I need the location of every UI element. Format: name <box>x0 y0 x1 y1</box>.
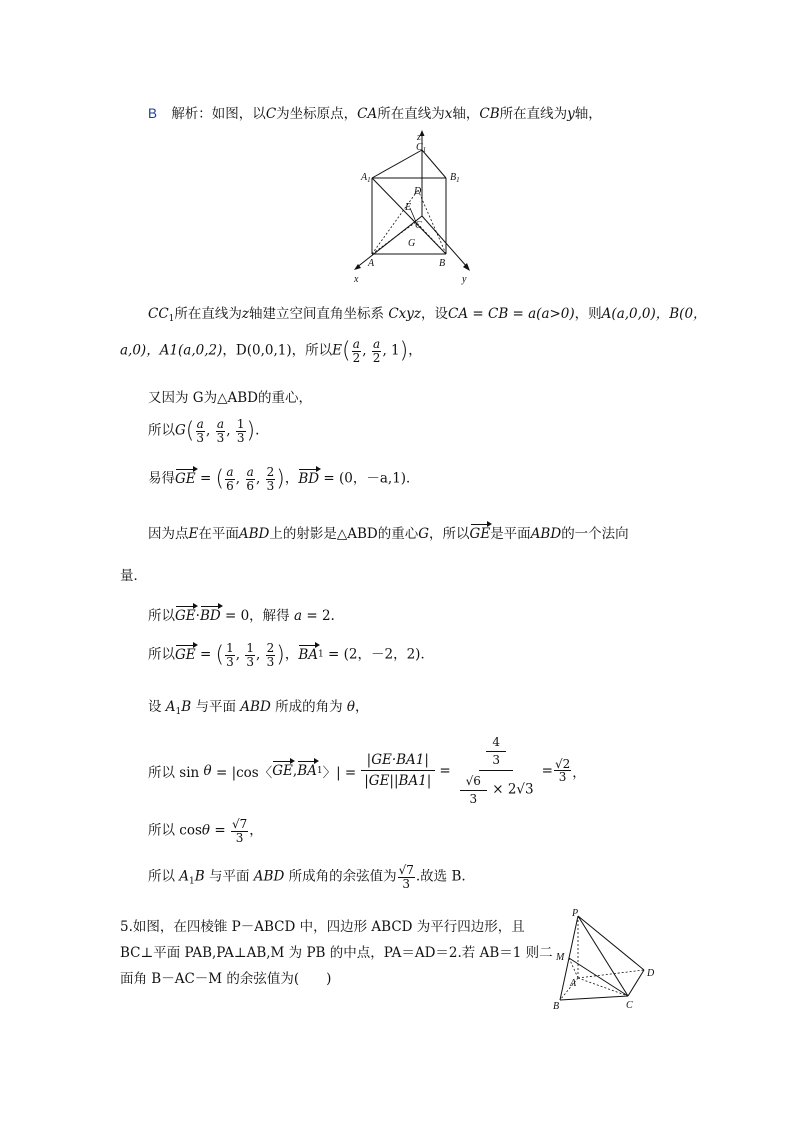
answer-c: C <box>265 106 277 122</box>
answer-cb: CB <box>479 106 500 122</box>
para1-eq: CA = CB = a(a>0) <box>448 306 575 322</box>
label-c1: $C_1$ <box>416 142 427 154</box>
answer-line <box>148 102 602 122</box>
answer-letter: B <box>148 106 158 121</box>
answer-ca: CA <box>357 106 378 122</box>
svg-text:M: M <box>556 952 565 963</box>
line9: 所以GE = ( $\frac{1}{3}$ , $\frac{1}{3}$ , $\frac{2}{3}$ )，BA1 = (2，－2，2)． <box>148 641 434 669</box>
label-b: B <box>439 258 446 269</box>
frac-e1: $\frac{a}{2}$ <box>352 337 361 365</box>
q5-line2: BC⊥平面 PAB,PA⊥AB,M 为 PB 的中点，PA＝AD＝2.若 AB＝1 则二 <box>120 945 553 961</box>
q5-line3: 面角 B－AC－M 的余弦值为( ) <box>120 971 332 987</box>
answer-x: x <box>444 106 453 122</box>
para1-z: z <box>241 306 250 322</box>
svg-text:B: B <box>553 1001 560 1012</box>
frac-result: $\frac{√2}{3}$ <box>554 756 571 785</box>
pyramid-figure <box>550 908 662 1012</box>
label-g: G <box>408 238 416 249</box>
question-5 <box>120 914 553 992</box>
answer-t3: 轴， <box>452 106 480 122</box>
line6: 因为点E在平面ABD上的射影是△ABD的重心G，所以GE是平面ABD的一个法向 <box>148 526 629 542</box>
svg-text:P: P <box>572 908 579 919</box>
prism-figure <box>350 128 480 286</box>
answer-intro: 解析：如图，以 <box>171 106 266 122</box>
line8: 所以GE·BD = 0，解得 a = 2. <box>148 608 335 624</box>
line11: 所以 sin θ = |cos〈 GE , BA 1 〉| = $\frac{|GE\cdot BA1|}{|GE||BA1|}$ = $\frac{4}{3}$ $\frac{√6}{3}$ × 2√3 = $\frac{√2}{3}$ ， <box>148 732 586 809</box>
label-a1: $A_1$ <box>361 172 371 184</box>
label-e: E <box>405 202 412 213</box>
answer-t1: 为坐标原点， <box>276 106 358 122</box>
para1-cxyz: Cxyz <box>388 306 422 322</box>
line10: 设 $A_1B$ 与平面 ABD 所成的角为 θ， <box>148 699 369 717</box>
line4-end: . <box>255 422 260 439</box>
para1-pa: A(a,0,0)，B(0， <box>601 306 707 322</box>
para2-end: ， <box>408 342 422 359</box>
e-third: 1 <box>391 342 400 359</box>
line12: 所以 cosθ = $\frac{√7}{3}$ ， <box>148 817 263 845</box>
line4: 所以G( $\frac{a}{3}$ , $\frac{a}{3}$ , $\frac{1}{3}$ ). <box>148 417 260 445</box>
label-a: A <box>368 258 375 269</box>
cc1-sub: 1 <box>168 314 175 324</box>
para1-d: ，设 <box>421 306 449 322</box>
vec-ge-2: GE <box>469 526 491 542</box>
cc1: CC <box>148 306 169 322</box>
para1-c: 轴建立空间直角坐标系 <box>249 306 385 322</box>
answer-y: y <box>567 106 575 122</box>
para1-line <box>148 302 707 324</box>
para2-d: ，D(0,0,1)，所以 <box>222 342 333 359</box>
line13: 所以 $A_1B$ 与平面 ABD 所成角的余弦值为 $\frac{√7}{3}$ .故选 B. <box>148 863 466 891</box>
svg-text:D: D <box>647 968 655 979</box>
label-c: C <box>415 220 422 231</box>
para1-e: ，则 <box>574 306 602 322</box>
para2-a: a,0)， <box>120 342 160 359</box>
svg-text:C: C <box>626 1000 633 1011</box>
para1-b: 所在直线为 <box>174 306 242 322</box>
frac-e2: $\frac{a}{2}$ <box>372 337 381 365</box>
frac-value: $\frac{4}{3}$ $\frac{√6}{3}$ × 2√3 <box>453 732 540 809</box>
answer-t4: 所在直线为 <box>499 106 568 122</box>
label-b1: $B_1$ <box>450 172 460 184</box>
label-z: z <box>417 132 421 143</box>
answer-t5: 轴， <box>574 106 602 122</box>
label-d: D <box>414 186 422 197</box>
line5: 易得GE = ( $\frac{a}{6}$ , $\frac{a}{6}$ , $\frac{2}{3}$ )，BD = (0，－a,1)． <box>148 465 420 493</box>
label-x: x <box>354 274 359 285</box>
line3: 又因为 G为△ABD的重心， <box>148 390 312 406</box>
answer-t2: 所在直线为 <box>377 106 445 122</box>
q5-line1: 5.如图，在四棱锥 P－ABCD 中，四边形 ABCD 为平行四边形，且 <box>120 919 525 935</box>
para2-e: E <box>332 342 342 359</box>
line5-val: = (0，－a,1)． <box>323 470 420 487</box>
line4-pre: 所以 <box>148 422 175 439</box>
label-y: y <box>462 274 467 285</box>
para2-line: a,0)，A1(a,0,2)，D(0,0,1)，所以E( $\frac{a}{2}$ , $\frac{a}{2}$ , 1)， <box>120 337 422 365</box>
frac-cos: $\frac{|GE\cdot BA1|}{|GE||BA1|}$ <box>358 750 437 791</box>
svg-text:A: A <box>570 978 577 989</box>
line7: 量． <box>120 568 147 584</box>
vec-ge: GE <box>175 470 196 487</box>
para2-a1: A1(a,0,2) <box>159 342 223 359</box>
line5-pre: 易得 <box>148 470 175 487</box>
vec-bd: BD <box>298 470 320 487</box>
line4-g: G <box>175 422 186 439</box>
